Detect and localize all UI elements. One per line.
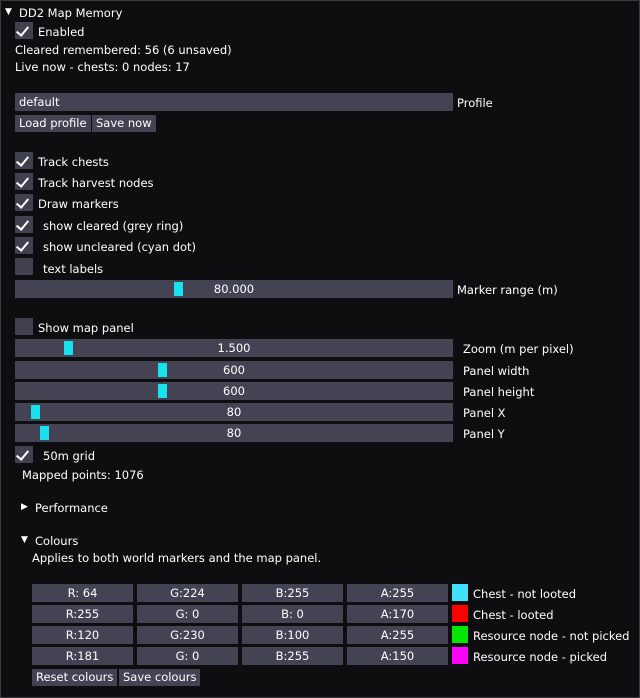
red-value: R: 64 [67, 586, 98, 600]
show-map-panel-checkbox[interactable] [15, 318, 33, 335]
colours-header[interactable] [21, 533, 221, 549]
panel-height-slider[interactable] [15, 382, 453, 400]
save-colours-button[interactable]: Save colours [119, 669, 200, 686]
alpha-value: A:170 [380, 607, 415, 621]
enabled-label: Enabled [38, 25, 85, 39]
caret-down-icon: ▼ [5, 7, 12, 17]
blue-value: B:100 [275, 628, 310, 642]
alpha-channel-input[interactable] [347, 584, 448, 602]
panel-x-slider[interactable] [15, 403, 453, 421]
mapped-points: Mapped points: 1076 [22, 468, 144, 482]
zoom-slider[interactable] [15, 339, 453, 357]
blue-channel-input[interactable] [242, 647, 343, 665]
grid-checkbox[interactable] [15, 446, 33, 463]
colours-note: Applies to both world markers and the map panel. [32, 551, 322, 565]
panel-x-value: 80 [226, 405, 242, 419]
check-icon [16, 174, 29, 188]
show-uncleared-label: show uncleared (cyan dot) [43, 240, 197, 254]
draw-markers-label: Draw markers [38, 197, 119, 211]
blue-channel-input[interactable] [242, 626, 343, 644]
check-icon [16, 153, 29, 167]
panel-height-value: 600 [223, 384, 245, 398]
red-channel-input[interactable] [32, 647, 133, 665]
marker-range-value: 80.000 [213, 282, 255, 296]
profile-input[interactable] [15, 93, 453, 111]
panel-height-label: Panel height [463, 385, 535, 399]
alpha-value: A:150 [380, 649, 415, 663]
text-labels-label: text labels [43, 262, 104, 276]
caret-down-icon: ▼ [21, 535, 28, 545]
red-value: R:120 [65, 628, 100, 642]
show-cleared-checkbox[interactable] [15, 216, 33, 233]
panel-y-label: Panel Y [463, 427, 505, 441]
panel-width-label: Panel width [463, 364, 530, 378]
check-icon [16, 238, 29, 252]
caret-right-icon: ▶ [21, 502, 28, 512]
show-cleared-label: show cleared (grey ring) [43, 219, 184, 233]
track-chests-label: Track chests [38, 155, 109, 169]
performance-header[interactable] [21, 500, 221, 516]
check-icon [16, 23, 29, 37]
profile-value: default [19, 95, 60, 109]
green-value: G:230 [170, 628, 205, 642]
red-value: R:181 [65, 649, 100, 663]
blue-value: B:255 [275, 586, 310, 600]
text-labels-checkbox[interactable] [15, 258, 33, 275]
panel-y-value: 80 [226, 426, 242, 440]
panel-y-slider[interactable] [15, 424, 453, 442]
blue-channel-input[interactable] [242, 605, 343, 623]
panel-width-slider[interactable] [15, 361, 453, 379]
track-harvest-checkbox[interactable] [15, 173, 33, 190]
blue-value: B:255 [275, 649, 310, 663]
green-channel-input[interactable] [137, 647, 238, 665]
cleared-status: Cleared remembered: 56 (6 unsaved) [15, 43, 232, 57]
colour-label: Resource node - not picked [473, 629, 630, 643]
red-value: R:255 [65, 607, 100, 621]
alpha-channel-input[interactable] [347, 626, 448, 644]
alpha-channel-input[interactable] [347, 647, 448, 665]
grid-label: 50m grid [43, 449, 96, 463]
colour-label: Resource node - picked [473, 650, 607, 664]
check-icon [16, 217, 29, 231]
blue-channel-input[interactable] [242, 584, 343, 602]
reset-colours-button[interactable]: Reset colours [32, 669, 117, 686]
colour-swatch[interactable] [452, 584, 468, 601]
red-channel-input[interactable] [32, 584, 133, 602]
zoom-value: 1.500 [217, 341, 251, 355]
load-profile-button[interactable]: Load profile [15, 115, 91, 132]
red-channel-input[interactable] [32, 626, 133, 644]
colour-label: Chest - not looted [473, 587, 576, 601]
red-channel-input[interactable] [32, 605, 133, 623]
green-channel-input[interactable] [137, 584, 238, 602]
green-channel-input[interactable] [137, 626, 238, 644]
show-map-panel-label: Show map panel [38, 321, 134, 335]
profile-label: Profile [457, 96, 493, 110]
colour-swatch[interactable] [452, 605, 468, 622]
live-status: Live now - chests: 0 nodes: 17 [15, 60, 190, 74]
check-icon [16, 195, 29, 209]
draw-markers-checkbox[interactable] [15, 194, 33, 211]
track-chests-checkbox[interactable] [15, 152, 33, 169]
save-now-button[interactable]: Save now [92, 115, 156, 132]
check-icon [16, 447, 29, 461]
performance-label: Performance [35, 501, 108, 515]
blue-value: B: 0 [281, 607, 304, 621]
alpha-value: A:255 [380, 628, 415, 642]
panel-x-label: Panel X [463, 406, 506, 420]
green-value: G: 0 [175, 607, 200, 621]
zoom-label: Zoom (m per pixel) [463, 342, 574, 356]
show-uncleared-checkbox[interactable] [15, 237, 33, 254]
marker-range-slider[interactable] [15, 280, 453, 298]
green-value: G: 0 [175, 649, 200, 663]
green-value: G:224 [170, 586, 205, 600]
header-collapse-toggle[interactable] [5, 5, 205, 21]
enabled-checkbox[interactable] [15, 22, 33, 39]
green-channel-input[interactable] [137, 605, 238, 623]
marker-range-label: Marker range (m) [457, 283, 558, 297]
colour-swatch[interactable] [452, 626, 468, 643]
window-title: DD2 Map Memory [19, 6, 123, 20]
alpha-value: A:255 [380, 586, 415, 600]
colour-label: Chest - looted [473, 608, 554, 622]
track-harvest-label: Track harvest nodes [38, 176, 154, 190]
colours-label: Colours [35, 534, 79, 548]
alpha-channel-input[interactable] [347, 605, 448, 623]
panel-width-value: 600 [223, 363, 245, 377]
colour-swatch[interactable] [452, 647, 468, 664]
